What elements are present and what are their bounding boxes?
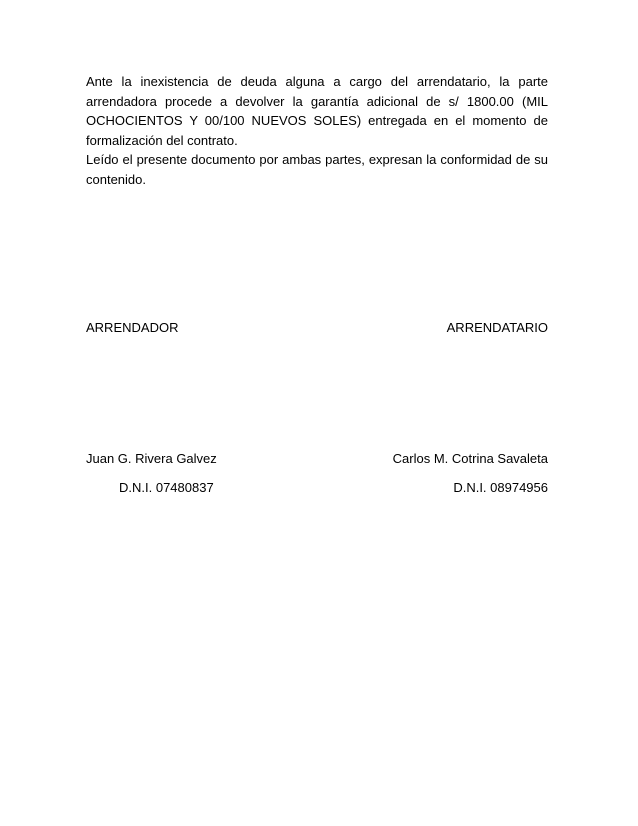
signature-name-landlord: Juan G. Rivera Galvez: [86, 451, 217, 466]
paragraph-conformity: Leído el presente documento por ambas partes, expresan la conformidad de su contenido.: [86, 152, 548, 187]
signature-dni-landlord: D.N.I. 07480837: [119, 480, 214, 495]
signature-role-tenant: ARRENDATARIO: [446, 320, 548, 335]
signature-role-landlord: ARRENDADOR: [86, 320, 179, 335]
paragraph-guarantee-return: Ante la inexistencia de deuda alguna a cargo del arrendatario, la parte arrendadora procede a devolver la garantía adicional de s/ 1800.00 (MIL OCHOCIENTOS Y 00/100 NUEVOS SOLES) entregada en el momento de formalización del contrato.: [86, 74, 548, 148]
signature-name-tenant: Carlos M. Cotrina Savaleta: [392, 451, 548, 466]
signature-dni-tenant: D.N.I. 08974956: [453, 480, 548, 495]
